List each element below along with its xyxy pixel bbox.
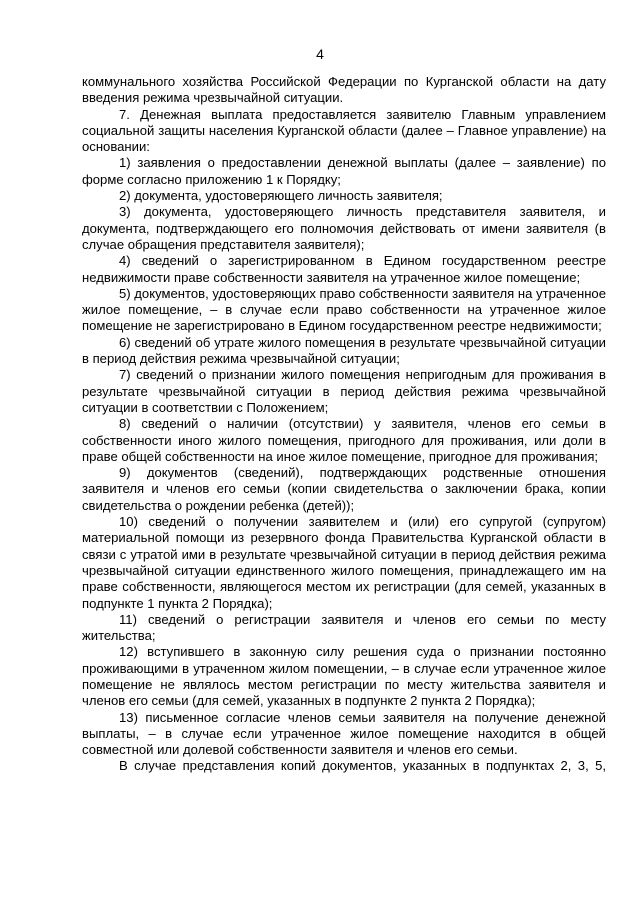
paragraph: В случае представления копий документов, указанных в подпунктах 2, 3, 5, [119, 758, 606, 774]
paragraph: 1) заявления о предоставлении денежной выплаты (далее – заявление) по форме согласно приложению 1 к Порядку; [82, 155, 606, 187]
document-body [82, 74, 606, 775]
page-number: 4 [316, 46, 324, 62]
paragraph: 7) сведений о признании жилого помещения непригодным для проживания в результате чрезвычайной ситуации в период действия режима чрезвычайной ситуации в соответствии с Положением; [82, 367, 606, 415]
paragraph: 5) документов, удостоверяющих право собственности заявителя на утраченное жилое помещение, – в случае если право собственности на утраченное жилое помещение не зарегистрировано в Едином государственном реестре недвижимости; [82, 285, 606, 334]
paragraph: 6) сведений об утрате жилого помещения в результате чрезвычайной ситуации в период действия режима чрезвычайной ситуации; [82, 334, 606, 367]
paragraph: 12) вступившего в законную силу решения суда о признании постоянно проживающими в утраченном жилом помещении, – в случае если утраченное жилое помещение не являлось местом регистрации по месту жительства заявителя и членов его семьи (для семей, указанных в подпункте 2 пункта 2 Порядка); [82, 644, 606, 709]
paragraph: 7. Денежная выплата предоставляется заявителю Главным управлением социальной защиты населения Курганской области (далее – Главное управление) на основании: [82, 106, 606, 155]
paragraph: коммунального хозяйства Российской Федерации по Курганской области на дату введения режима чрезвычайной ситуации. [82, 74, 606, 106]
paragraph: 10) сведений о получении заявителем и (или) его супругой (супругом) материальной помощи из резервного фонда Правительства Курганской области в связи с утратой ими в результате чрезвычайной ситуации в период действия режима чрезвычайной ситуации единственного жилого помещения, принадлежащего им на праве собственности, являющегося местом их регистрации (для семей, указанных в подпункте 1 пункта 2 Порядка); [82, 514, 606, 611]
paragraph: 4) сведений о зарегистрированном в Едином государственном реестре недвижимости праве собственности заявителя на утраченное жилое помещение; [82, 253, 606, 285]
paragraph: 8) сведений о наличии (отсутствии) у заявителя, членов его семьи в собственности иного жилого помещения, пригодного для проживания, или доли в праве общей собственности на иное жилое помещение, пригодное для проживания; [82, 416, 606, 464]
paragraph: 13) письменное согласие членов семьи заявителя на получение денежной выплаты, – в случае если утраченное жилое помещение находится в общей совместной или долевой собственности заявителя и членов его семьи. [82, 709, 606, 758]
paragraph: 3) документа, удостоверяющего личность представителя заявителя, и документа, подтверждающего его полномочия действовать от имени заявителя (в случае обращения представителя заявителя); [82, 204, 606, 252]
paragraph: 9) документов (сведений), подтверждающих родственные отношения заявителя и членов его семьи (копии свидетельства о заключении брака, копии свидетельства о рождении ребенка (детей)); [82, 465, 606, 513]
paragraph: 11) сведений о регистрации заявителя и членов его семьи по месту жительства; [82, 611, 606, 644]
paragraph: 2) документа, удостоверяющего личность заявителя; [119, 188, 443, 204]
